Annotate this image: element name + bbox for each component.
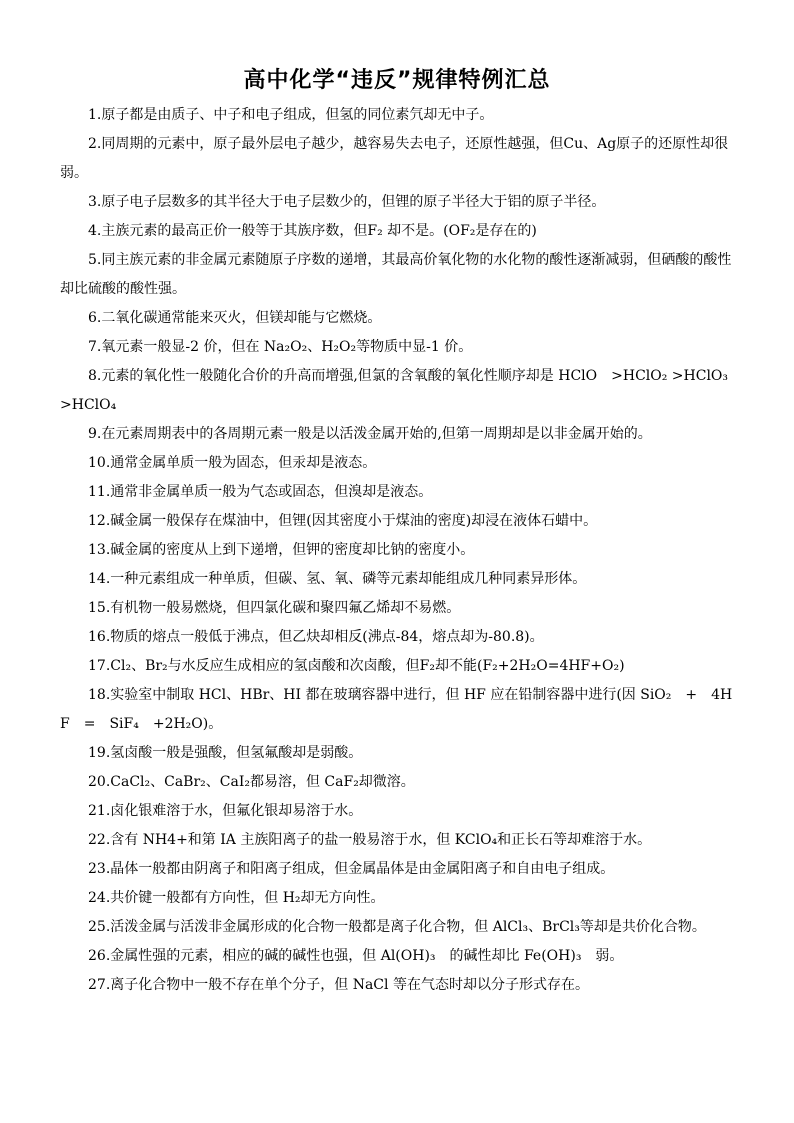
document-title: 高中化学“违反”规律特例汇总 [243, 68, 551, 93]
list-item: 22.含有 NH4+和第 IA 主族阳离子的盐一般易溶于水，但 KClO₄和正长石等却难溶于水。 [88, 832, 652, 848]
list-item: 14.一种元素组成一种单质，但碳、氢、氧、磷等元素却能组成几种同素异形体。 [88, 571, 587, 587]
list-item: 15.有机物一般易燃烧，但四氯化碳和聚四氟乙烯却不易燃。 [88, 600, 461, 616]
list-item: 9.在元素周期表中的各周期元素一般是以活泼金属开始的,但第一周期却是以非金属开始的。 [88, 426, 652, 442]
list-item: 21.卤化银难溶于水，但氟化银却易溶于水。 [88, 803, 363, 819]
list-item: 20.CaCl₂、CaBr₂、CaI₂都易溶，但 CaF₂却微溶。 [88, 774, 415, 790]
list-item: 3.原子电子层数多的其半径大于电子层数少的，但锂的原子半径大于铝的原子半径。 [88, 194, 606, 210]
list-item: 6.二氧化碳通常能来灭火，但镁却能与它燃烧。 [88, 310, 382, 326]
list-item: 16.物质的熔点一般低于沸点，但乙炔却相反(沸点-84，熔点却为-80.8)。 [88, 629, 544, 645]
list-item: 4.主族元素的最高正价一般等于其族序数，但F₂ 却不是。(OF₂是存在的) [88, 223, 537, 239]
list-item: 2.同周期的元素中，原子最外层电子越少，越容易失去电子，还原性越强，但Cu、Ag原子的还原性却很弱。 [60, 136, 729, 181]
list-item: 19.氢卤酸一般是强酸，但氢氟酸却是弱酸。 [88, 745, 363, 761]
list-item: 26.金属性强的元素，相应的碱的碱性也强，但 Al(OH)₃ 的碱性却比 Fe(OH)₃ 弱。 [88, 948, 624, 964]
list-item: 27.离子化合物中一般不存在单个分子，但 NaCl 等在气态时却以分子形式存在。 [88, 977, 589, 993]
list-item: 25.活泼金属与活泼非金属形成的化合物一般都是离子化合物，但 AlCl₃、BrCl₃等却是共价化合物。 [88, 919, 706, 935]
rule-exception-list [60, 101, 743, 1000]
list-item: 7.氧元素一般显-2 价，但在 Na₂O₂、H₂O₂等物质中显-1 价。 [88, 339, 473, 355]
list-item: 18.实验室中制取 HCl、HBr、HI 都在玻璃容器中进行，但 HF 应在铅制容器中进行(因 SiO₂ + 4HF = SiF₄ +2H₂O)。 [60, 687, 733, 732]
list-item: 24.共价键一般都有方向性，但 H₂却无方向性。 [88, 890, 385, 906]
list-item: 11.通常非金属单质一般为气态或固态，但溴却是液态。 [88, 484, 433, 500]
list-item: 13.碱金属的密度从上到下递增，但钾的密度却比钠的密度小。 [88, 542, 475, 558]
list-item: 10.通常金属单质一般为固态，但汞却是液态。 [88, 455, 377, 471]
list-item: 23.晶体一般都由阴离子和阳离子组成，但金属晶体是由金属阳离子和自由电子组成。 [88, 861, 615, 877]
list-item: 1.原子都是由质子、中子和电子组成，但氢的同位素氕却无中子。 [88, 107, 494, 123]
list-item: 12.碱金属一般保存在煤油中，但锂(因其密度小于煤油的密度)却浸在液体石蜡中。 [88, 513, 598, 529]
list-item: 8.元素的氧化性一般随化合价的升高而增强,但氯的含氧酸的氧化性顺序却是 HClO >HClO₂ >HClO₃ >HClO₄ [60, 368, 743, 413]
list-item: 17.Cl₂、Br₂与水反应生成相应的氢卤酸和次卤酸，但F₂却不能(F₂+2H₂O=4HF+O₂) [88, 658, 625, 674]
list-item: 5.同主族元素的非金属元素随原子序数的递增，其最高价氧化物的水化物的酸性逐渐减弱，但硒酸的酸性却比硫酸的酸性强。 [60, 252, 732, 297]
